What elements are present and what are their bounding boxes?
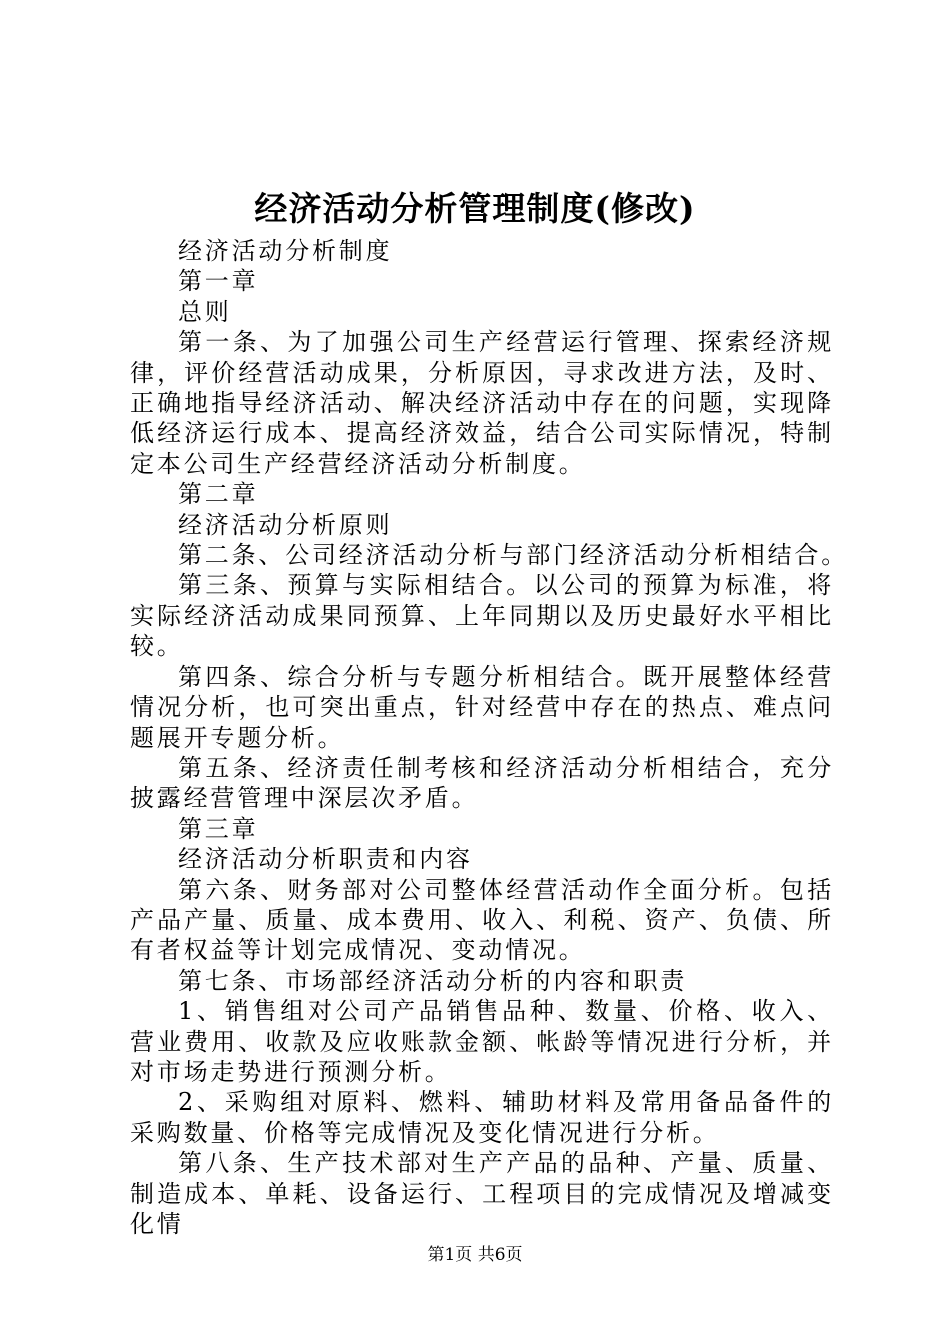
paragraph-article-5: 第五条、经济责任制考核和经济活动分析相结合，充分披露经营管理中深层次矛盾。 (130, 753, 834, 813)
paragraph-chapter-3: 第三章 (178, 814, 259, 843)
paragraph-chapter-2-title: 经济活动分析原则 (178, 510, 393, 539)
paragraph-chapter-2: 第二章 (178, 480, 259, 509)
paragraph-article-3: 第三条、预算与实际相结合。以公司的预算为标准，将实际经济活动成果同预算、上年同期以及历史最好水平相比较。 (130, 571, 834, 661)
paragraph-chapter-1: 第一章 (178, 267, 259, 296)
paragraph-article-7: 第七条、市场部经济活动分析的内容和职责 (178, 966, 688, 995)
paragraph-item-1: 1、销售组对公司产品销售品种、数量、价格、收入、营业费用、收款及应收账款金额、帐龄等情况进行分析，并对市场走势进行预测分析。 (130, 997, 834, 1086)
paragraph-article-1: 第一条、为了加强公司生产经营运行管理、探索经济规律，评价经营活动成果，分析原因，寻求改进方法，及时、正确地指导经济活动、解决经济活动中存在的问题，实现降低经济运行成本、提高经济效益，结合公司实际情况，特制定本公司生产经营经济活动分析制度。 (130, 328, 834, 478)
paragraph-article-2: 第二条、公司经济活动分析与部门经济活动分析相结合。 (178, 541, 848, 570)
paragraph-article-8: 第八条、生产技术部对生产产品的品种、产量、质量、制造成本、单耗、设备运行、工程项目的完成情况及增减变化情 (130, 1149, 834, 1238)
page-title: 经济活动分析管理制度(修改) (254, 189, 696, 228)
paragraph-doc-heading: 经济活动分析制度 (178, 237, 393, 265)
paragraph-article-4: 第四条、综合分析与专题分析相结合。既开展整体经营情况分析，也可突出重点，针对经营中存在的热点、难点问题展开专题分析。 (130, 662, 834, 752)
paragraph-chapter-1-title: 总则 (178, 297, 232, 326)
document-body (130, 236, 848, 1239)
paragraph-item-2: 2、采购组对原料、燃料、辅助材料及常用备品备件的采购数量、价格等完成情况及变化情况进行分析。 (130, 1088, 834, 1147)
page-footer: 第1页 共6页 (427, 1245, 523, 1265)
paragraph-chapter-3-title: 经济活动分析职责和内容 (178, 845, 473, 874)
paragraph-article-6: 第六条、财务部对公司整体经营活动作全面分析。包括产品产量、质量、成本费用、收入、利税、资产、负债、所有者权益等计划完成情况、变动情况。 (130, 875, 834, 965)
